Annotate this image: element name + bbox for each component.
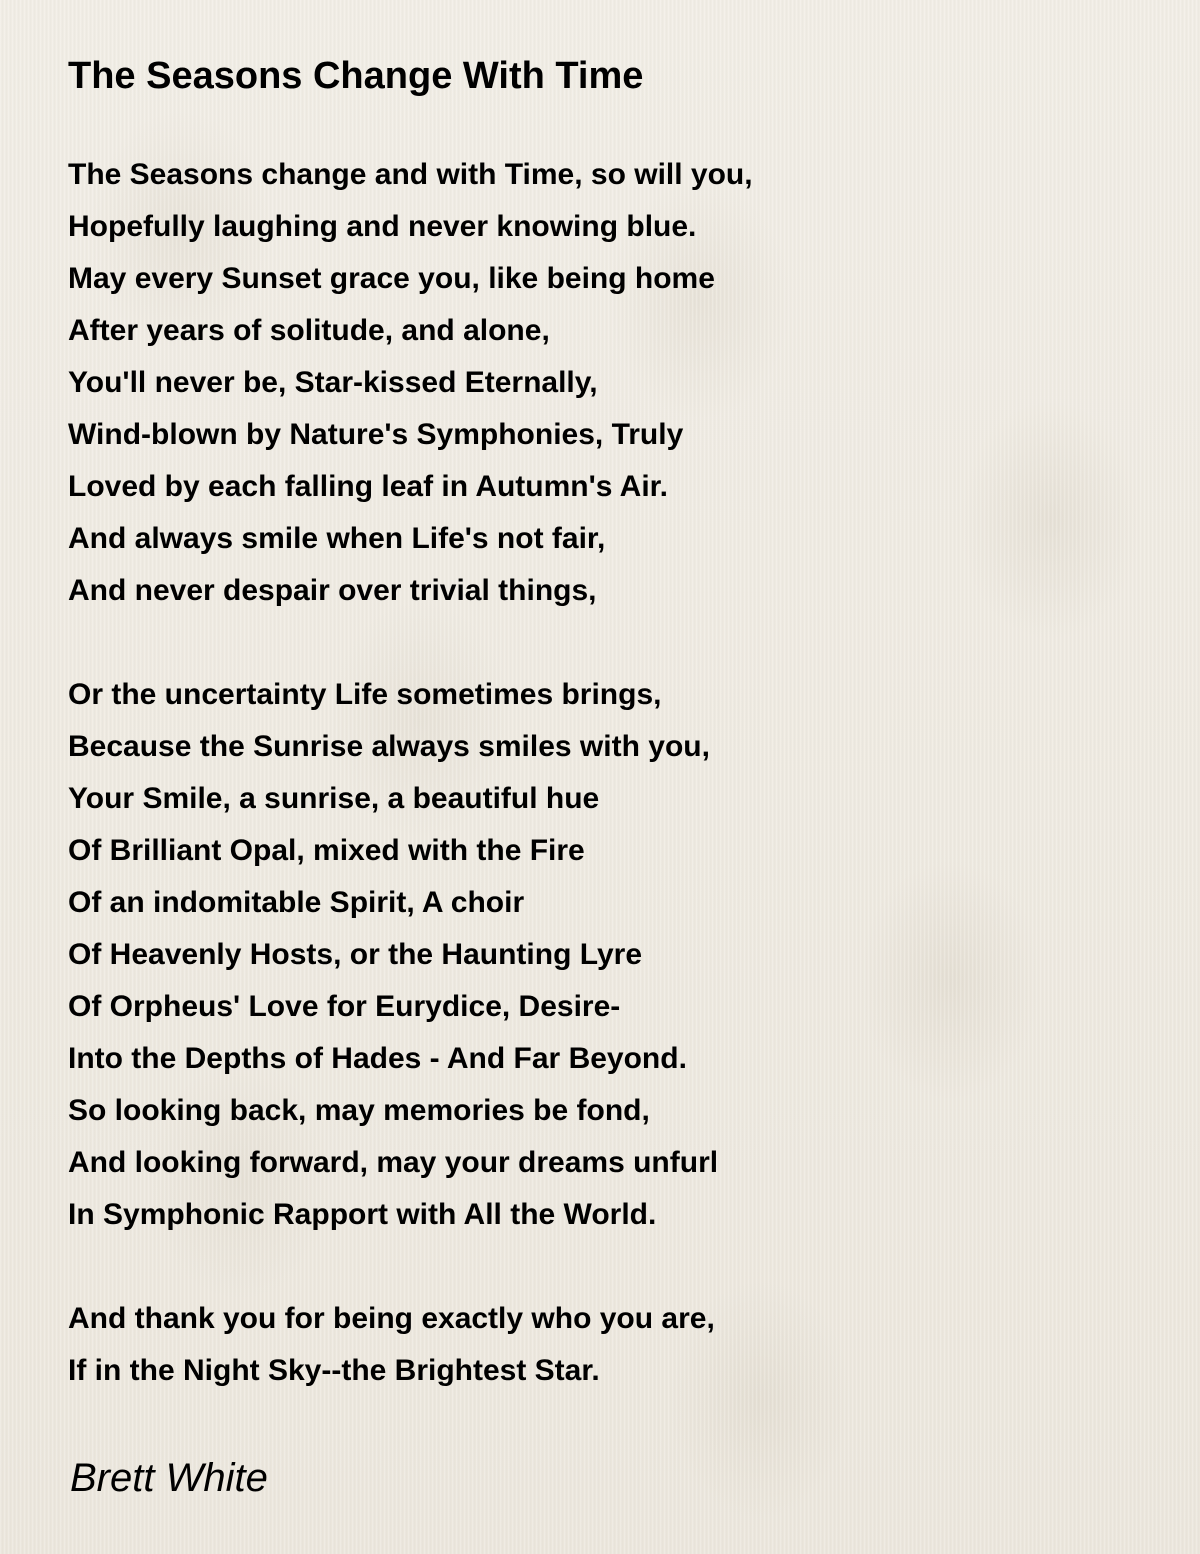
poem-title: The Seasons Change With Time	[68, 55, 644, 97]
poem-line: In Symphonic Rapport with All the World.	[68, 1198, 657, 1231]
poem-line: Loved by each falling leaf in Autumn's Air.	[68, 470, 669, 503]
poem-line: Of Heavenly Hosts, or the Haunting Lyre	[68, 938, 642, 971]
poem-line: And looking forward, may your dreams unfurl	[68, 1146, 719, 1179]
stanza-2	[68, 669, 718, 1241]
poem-line: So looking back, may memories be fond,	[68, 1094, 650, 1127]
poem-line: After years of solitude, and alone,	[68, 314, 550, 347]
poem-line: Of Orpheus' Love for Eurydice, Desire-	[68, 990, 621, 1023]
poem-line: May every Sunset grace you, like being home	[68, 262, 715, 295]
poem-line: Your Smile, a sunrise, a beautiful hue	[68, 782, 600, 815]
poem-line: Wind-blown by Nature's Symphonies, Truly	[68, 418, 684, 451]
poem-line: Into the Depths of Hades - And Far Beyond.	[68, 1042, 687, 1075]
stanza-3	[68, 1293, 715, 1397]
poem-author: Brett White	[70, 1456, 268, 1500]
poem-line: And always smile when Life's not fair,	[68, 522, 606, 555]
poem-line: Because the Sunrise always smiles with you,	[68, 730, 710, 763]
poem-line: Of an indomitable Spirit, A choir	[68, 886, 525, 919]
poem-line: The Seasons change and with Time, so will you,	[68, 158, 753, 191]
poem-line: You'll never be, Star-kissed Eternally,	[68, 366, 598, 399]
poem-line: And thank you for being exactly who you are,	[68, 1302, 715, 1335]
poem-line: If in the Night Sky--the Brightest Star.	[68, 1354, 600, 1387]
poem-line: Of Brilliant Opal, mixed with the Fire	[68, 834, 585, 867]
poem-line: And never despair over trivial things,	[68, 574, 597, 607]
poem-line: Or the uncertainty Life sometimes brings,	[68, 678, 662, 711]
stanza-1	[68, 149, 753, 617]
poem-line: Hopefully laughing and never knowing blue.	[68, 210, 697, 243]
